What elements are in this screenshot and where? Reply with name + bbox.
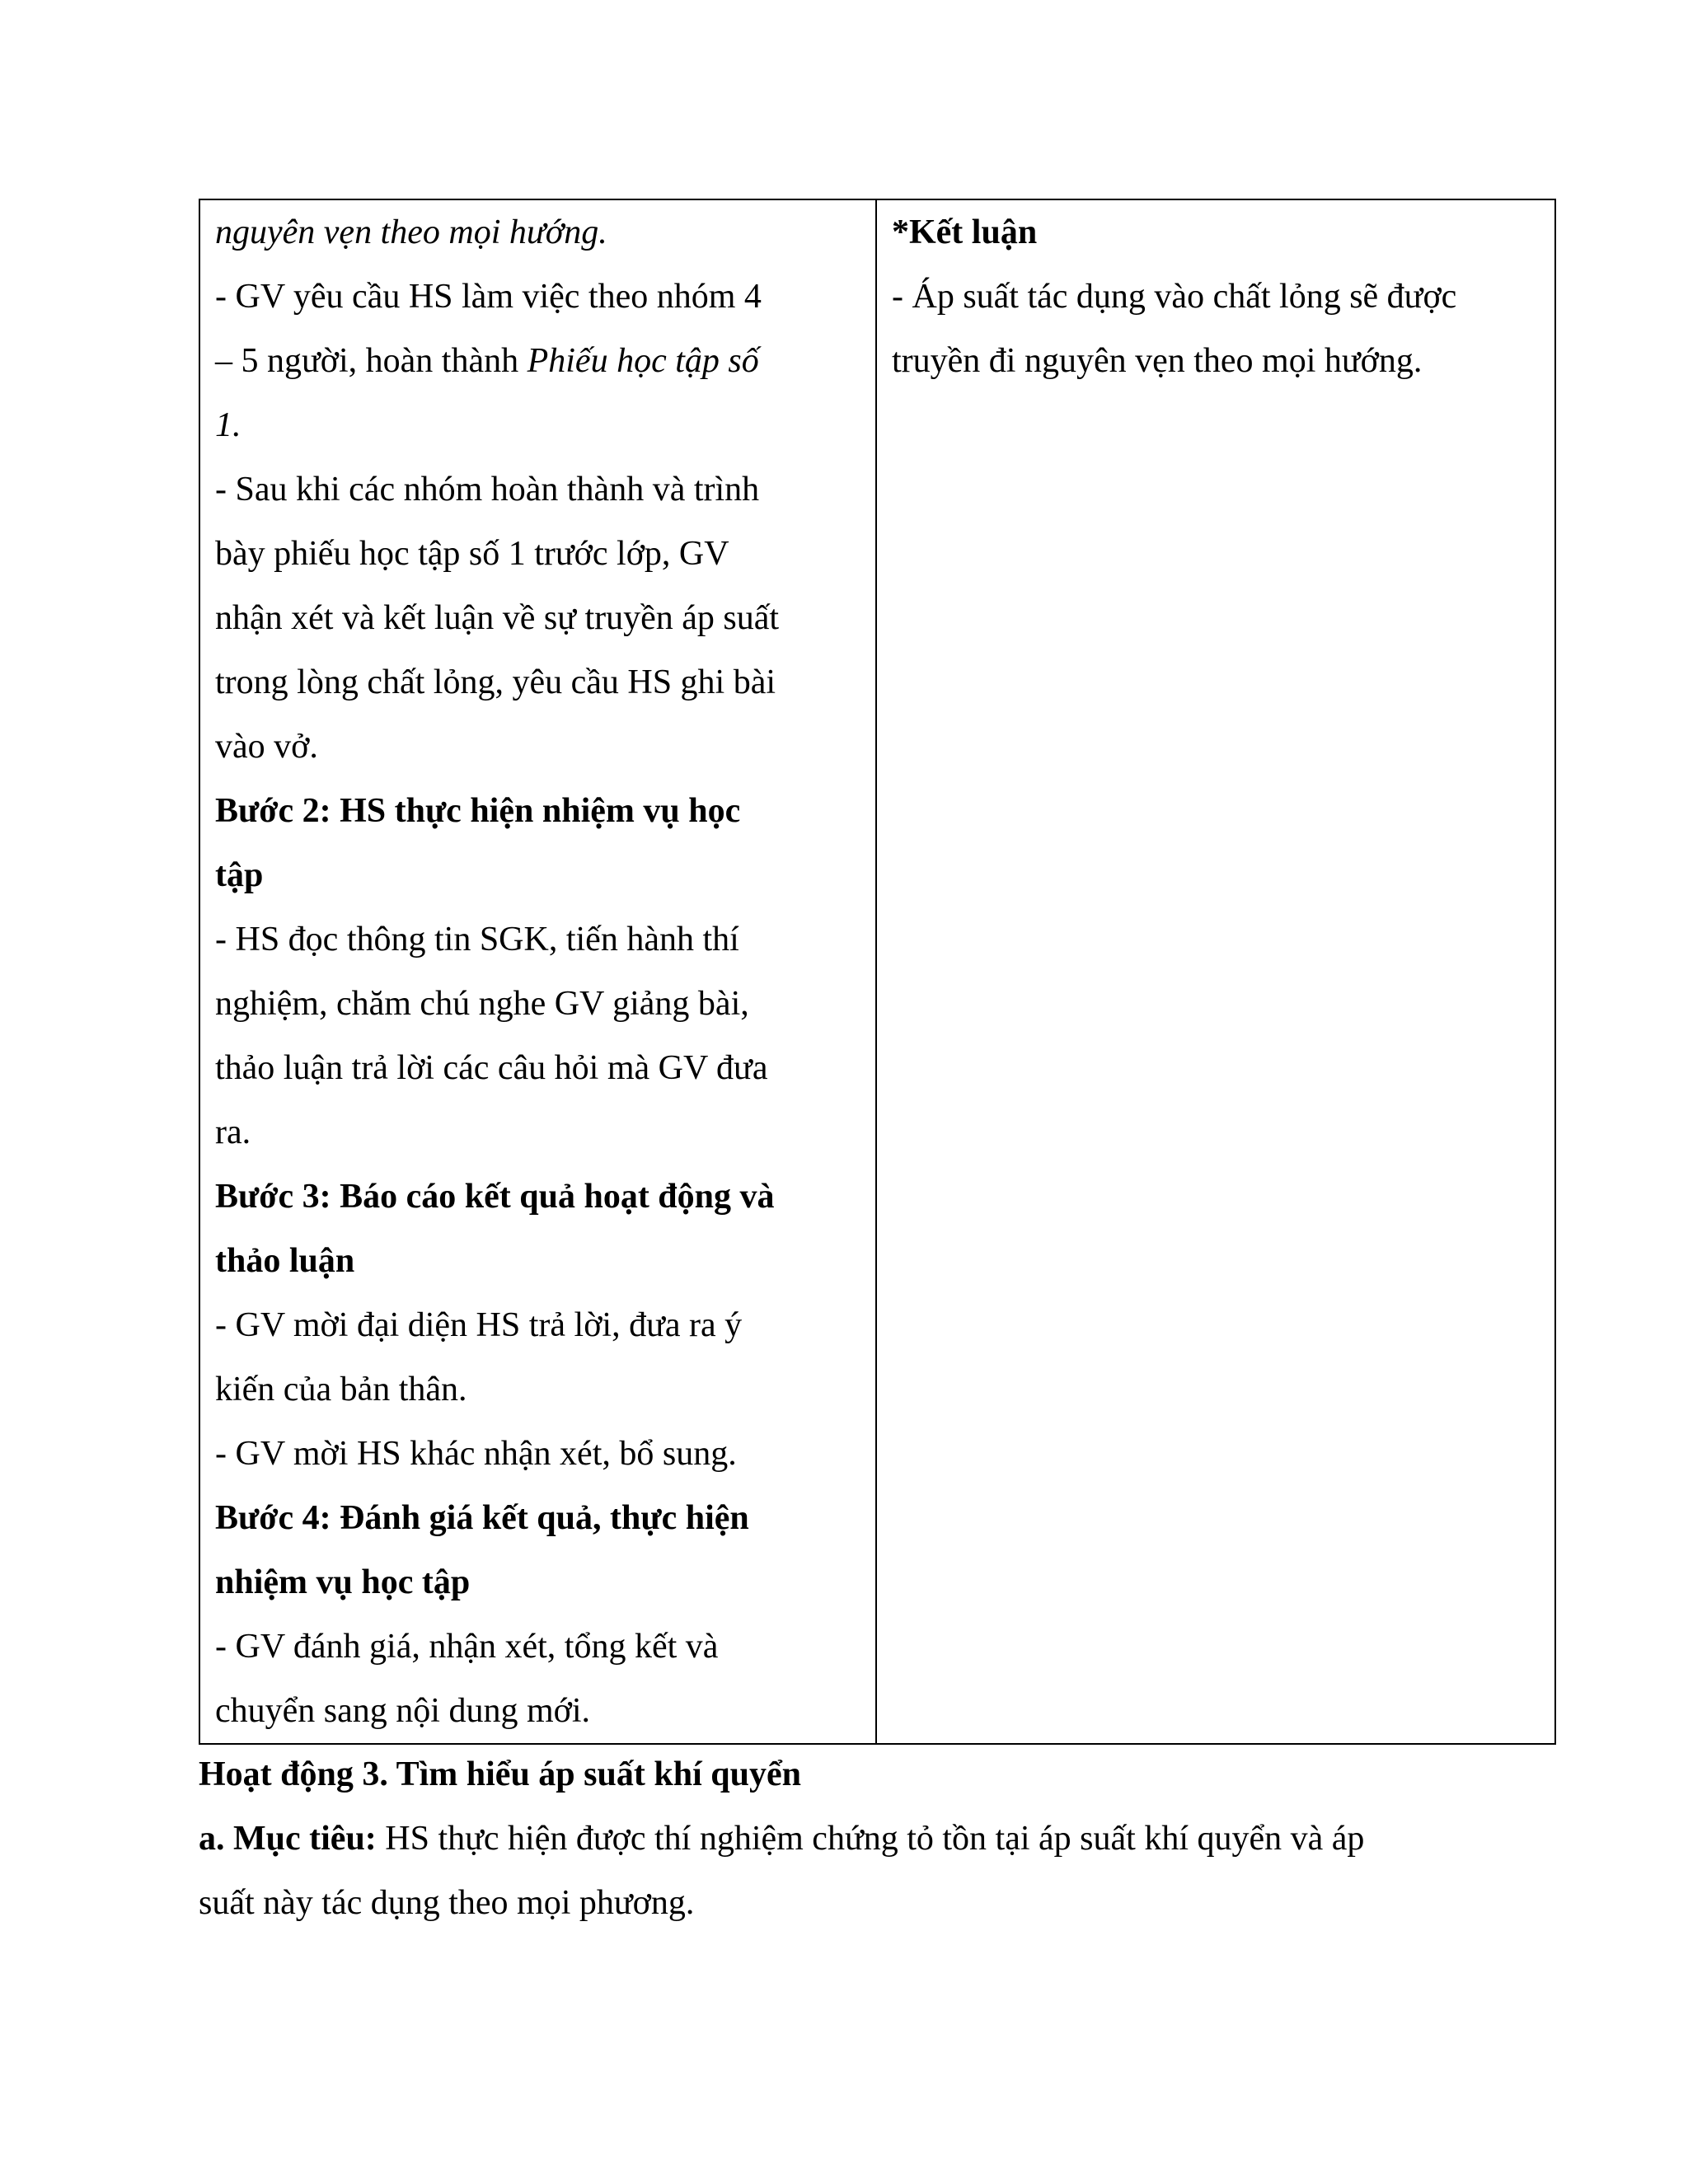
text-line: trong lòng chất lỏng, yêu cầu HS ghi bài xyxy=(215,663,776,701)
text-line: nhận xét và kết luận về sự truyền áp suất xyxy=(215,599,780,637)
goal-paragraph-continued: suất này tác dụng theo mọi phương. xyxy=(199,1884,695,1922)
text-line: bày phiếu học tập số 1 trước lớp, GV xyxy=(215,535,729,573)
text-line: - GV mời HS khác nhận xét, bổ sung. xyxy=(215,1435,737,1473)
table-row xyxy=(199,199,1555,1744)
text-line xyxy=(215,329,860,393)
goal-text: HS thực hiện được thí nghiệm chứng tỏ tồn tại áp suất khí quyển và áp xyxy=(376,1820,1365,1858)
goal-label: a. Mục tiêu: xyxy=(199,1820,377,1858)
text-line: - HS đọc thông tin SGK, tiến hành thí xyxy=(215,921,739,958)
text-line: kiến của bản thân. xyxy=(215,1371,467,1408)
text-line: - GV đánh giá, nhận xét, tổng kết và xyxy=(215,1628,719,1666)
text-line: nguyên vẹn theo mọi hướng. xyxy=(215,213,607,251)
step-heading: Bước 2: HS thực hiện nhiệm vụ học xyxy=(215,792,741,830)
text-span: – 5 người, hoàn thành xyxy=(215,342,528,380)
text-line: truyền đi nguyên vẹn theo mọi hướng. xyxy=(892,342,1423,380)
teacher-activity-cell xyxy=(199,199,876,1744)
student-outcome-cell xyxy=(876,199,1555,1744)
lesson-plan-table xyxy=(199,199,1556,1745)
text-line: - Sau khi các nhóm hoàn thành và trình xyxy=(215,471,760,509)
text-line: ra. xyxy=(215,1113,251,1151)
worksheet-name: Phiếu học tập số xyxy=(527,342,759,380)
text-line: - Áp suất tác dụng vào chất lỏng sẽ được xyxy=(892,278,1457,316)
step-heading: thảo luận xyxy=(215,1242,355,1280)
text-line: - GV mời đại diện HS trả lời, đưa ra ý xyxy=(215,1306,743,1344)
step-heading: Bước 4: Đánh giá kết quả, thực hiện xyxy=(215,1499,749,1537)
step-heading: tập xyxy=(215,856,264,894)
text-line: nghiệm, chăm chú nghe GV giảng bài, xyxy=(215,985,749,1023)
text-line: thảo luận trả lời các câu hỏi mà GV đưa xyxy=(215,1049,768,1087)
text-line: vào vở. xyxy=(215,728,318,766)
after-table-section xyxy=(199,1742,1492,1935)
activity-title: Hoạt động 3. Tìm hiểu áp suất khí quyển xyxy=(199,1755,801,1793)
step-heading: nhiệm vụ học tập xyxy=(215,1563,471,1601)
step-heading: Bước 3: Báo cáo kết quả hoạt động và xyxy=(215,1178,775,1216)
text-line: - GV yêu cầu HS làm việc theo nhóm 4 xyxy=(215,278,762,316)
conclusion-heading: *Kết luận xyxy=(892,213,1038,251)
goal-paragraph xyxy=(199,1807,1492,1871)
text-line: 1. xyxy=(215,406,241,444)
text-line: chuyển sang nội dung mới. xyxy=(215,1692,590,1730)
